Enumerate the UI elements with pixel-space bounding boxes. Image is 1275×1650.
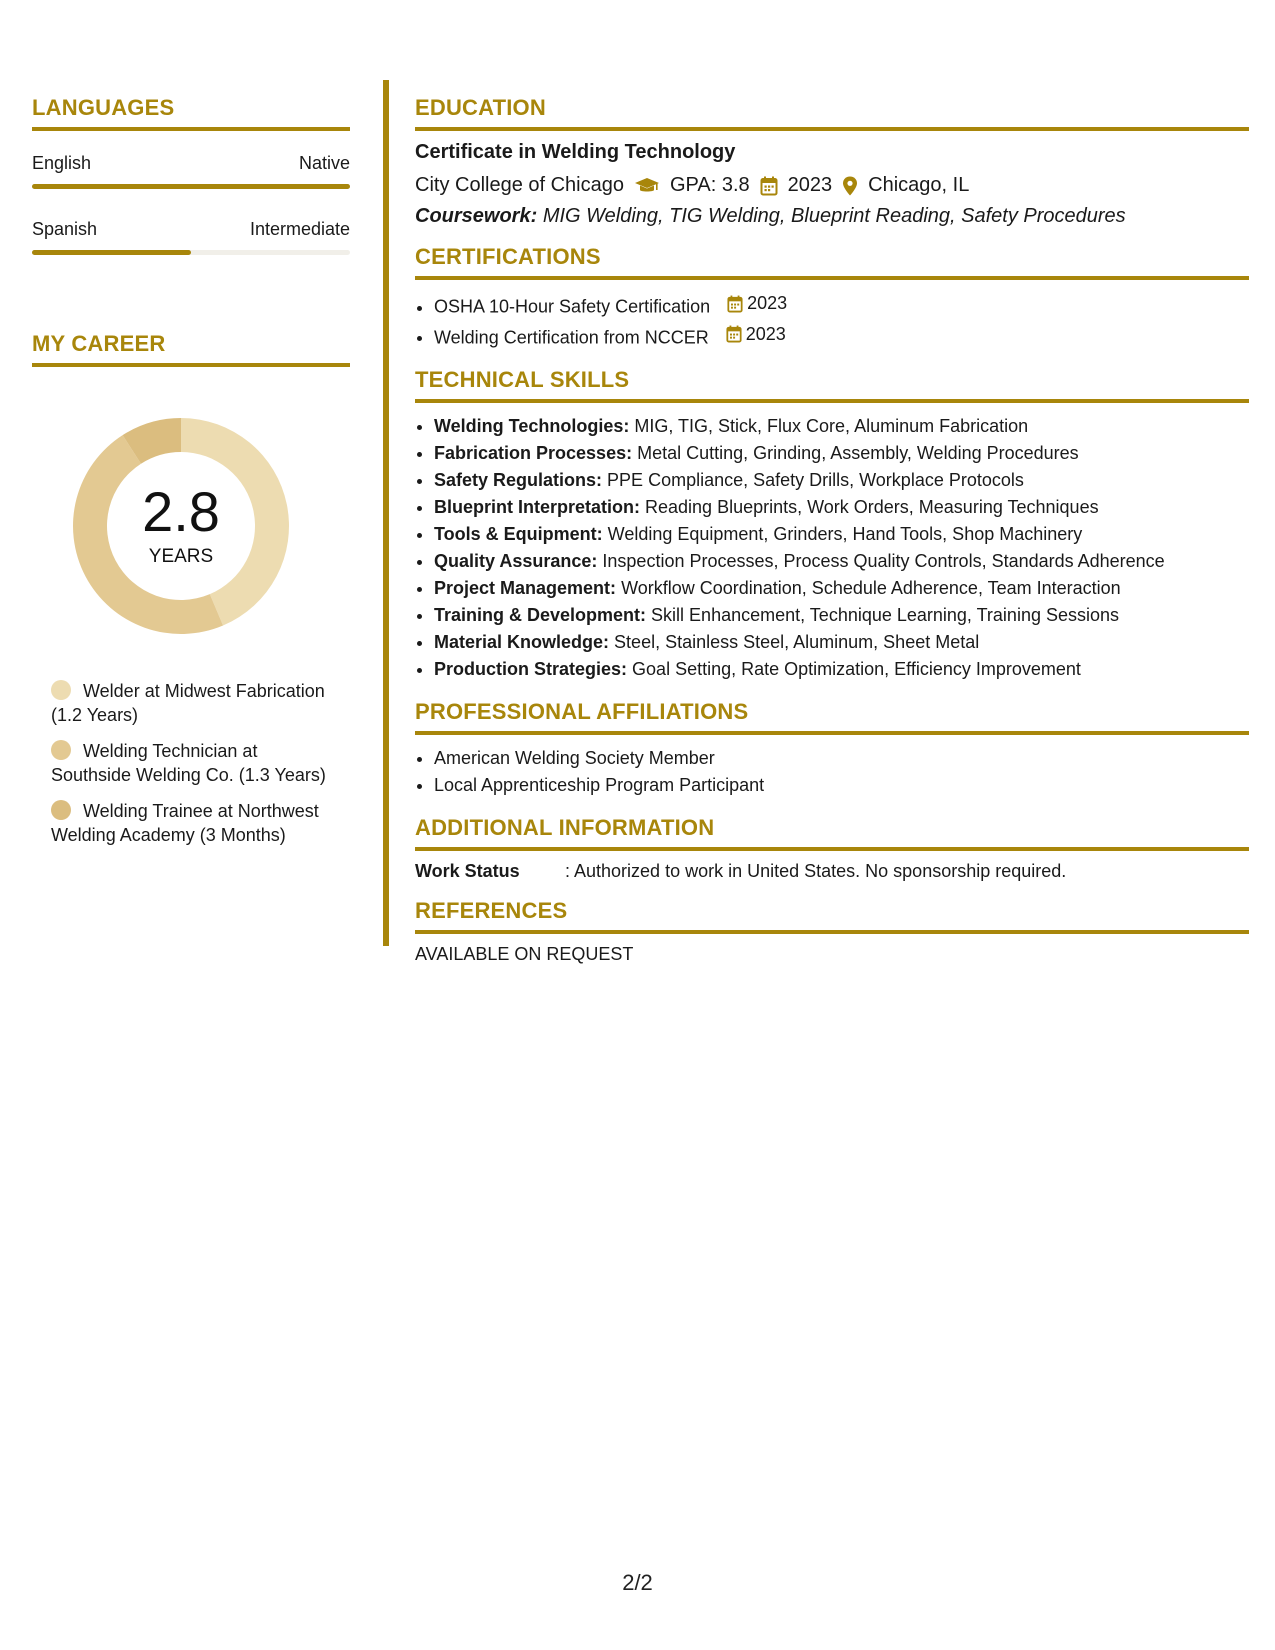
education-coursework [415,205,1249,228]
work-status-row [415,861,1249,882]
skill-item [434,521,1249,548]
skill-value: Steel, Stainless Steel, Aluminum, Sheet Metal [614,632,980,652]
legend-dot [51,680,71,700]
education-degree: Certificate in Welding Technology [415,141,736,163]
education-details [415,174,1249,197]
legend-dot [51,740,71,760]
language-item-english [32,153,350,189]
career-legend [51,679,341,847]
skill-item [434,494,1249,521]
language-name: Spanish [32,219,98,239]
right-column [415,95,1249,981]
languages-title: LANGUAGES [32,95,350,131]
career-legend-item [51,799,341,847]
language-proficiency-bar [32,250,350,255]
skill-value: MIG, TIG, Stick, Flux Core, Aluminum Fabrication [634,416,1029,436]
career-section [32,331,350,847]
education-year: 2023 [787,174,833,196]
education-location: Chicago, IL [868,174,970,196]
references-title: REFERENCES [415,898,1249,934]
skill-label: Training & Development: [434,605,647,625]
skill-label: Production Strategies: [434,659,628,679]
language-level: Native [298,153,350,173]
education-section [415,95,1249,228]
skill-item [434,413,1249,440]
affiliations-section [415,699,1249,799]
skill-label: Fabrication Processes: [434,443,633,463]
additional-info-section [415,815,1249,882]
certification-name: OSHA 10-Hour Safety Certification [434,296,711,317]
education-school: City College of Chicago [415,174,624,196]
skill-item [434,602,1249,629]
career-legend-item [51,739,341,787]
skill-item [434,575,1249,602]
career-legend-item [51,679,341,727]
career-total-unit: YEARS [148,546,214,567]
graduation-cap-icon [634,177,660,195]
skill-value: Metal Cutting, Grinding, Assembly, Welding Procedures [637,443,1079,463]
skill-value: PPE Compliance, Safety Drills, Workplace Protocols [607,470,1024,490]
skill-value: Inspection Processes, Process Quality Controls, Standards Adherence [602,551,1165,571]
skill-label: Material Knowledge: [434,632,610,652]
coursework-value: MIG Welding, TIG Welding, Blueprint Reading, Safety Procedures [542,205,1126,227]
certification-name: Welding Certification from NCCER [434,327,709,347]
skill-value: Reading Blueprints, Work Orders, Measuring Techniques [645,497,1099,517]
certification-date [727,290,787,317]
skill-value: Welding Equipment, Grinders, Hand Tools, Shop Machinery [607,524,1083,544]
work-status-label: Work Status [415,861,520,881]
certifications-section [415,244,1249,351]
legend-dot [51,800,71,820]
certification-year: 2023 [745,323,786,344]
skill-value: Skill Enhancement, Technique Learning, Training Sessions [651,605,1120,625]
calendar-icon [760,176,778,196]
certification-date [726,321,786,348]
calendar-icon [726,325,742,343]
skill-label: Quality Assurance: [434,551,598,571]
left-column [32,95,350,859]
certifications-title: CERTIFICATIONS [415,244,1249,280]
coursework-label: Coursework: [415,205,538,227]
list-item [434,290,1249,321]
technical-skills-section [415,367,1249,683]
affiliations-list [415,745,1249,799]
skill-value: Workflow Coordination, Schedule Adherence, Team Interaction [621,578,1121,598]
career-donut-chart [66,411,296,641]
language-item-spanish [32,219,350,255]
references-text: AVAILABLE ON REQUEST [415,944,634,964]
education-gpa: GPA: 3.8 [670,174,750,196]
list-item: • American Welding Society Member [434,745,1249,772]
career-total-value: 2.8 [142,480,220,543]
career-entry-label: Welding Trainee at Northwest Welding Academy (3 Months) [51,801,319,845]
career-title: MY CAREER [32,331,350,367]
skill-label: Safety Regulations: [434,470,603,490]
skill-label: Project Management: [434,578,617,598]
calendar-icon [727,295,743,313]
language-name: English [32,153,92,173]
skill-label: Blueprint Interpretation: [434,497,640,517]
education-title: EDUCATION [415,95,1249,131]
references-section [415,898,1249,965]
column-divider [383,80,389,946]
skill-item [434,548,1249,575]
location-pin-icon [842,176,858,196]
language-proficiency-fill [32,250,191,255]
donut-center [66,411,296,641]
additional-info-title: ADDITIONAL INFORMATION [415,815,1249,851]
skill-label: Tools & Equipment: [434,524,603,544]
career-entry-label: Welding Technician at Southside Welding Co. (1.3 Years) [51,741,326,785]
certification-year: 2023 [747,293,788,313]
technical-skills-title: TECHNICAL SKILLS [415,367,1249,403]
skill-value: Goal Setting, Rate Optimization, Efficiency Improvement [632,659,1081,679]
language-proficiency-fill [32,184,350,189]
affiliations-title: PROFESSIONAL AFFILIATIONS [415,699,1249,735]
language-level: Intermediate [249,219,350,239]
skill-item [434,467,1249,494]
languages-section [32,95,350,255]
skill-item [434,656,1249,683]
skills-list [415,413,1249,683]
language-proficiency-bar [32,184,350,189]
skill-label: Welding Technologies: [434,416,630,436]
work-status-value: : Authorized to work in United States. No sponsorship required. [565,861,1067,881]
skill-item [434,440,1249,467]
skill-item [434,629,1249,656]
certifications-list [415,290,1249,351]
list-item [434,321,1249,352]
list-item: • Local Apprenticeship Program Participant [434,772,1249,799]
page-number: 2/2 [622,1570,653,1595]
career-entry-label: Welder at Midwest Fabrication (1.2 Years) [51,681,325,725]
